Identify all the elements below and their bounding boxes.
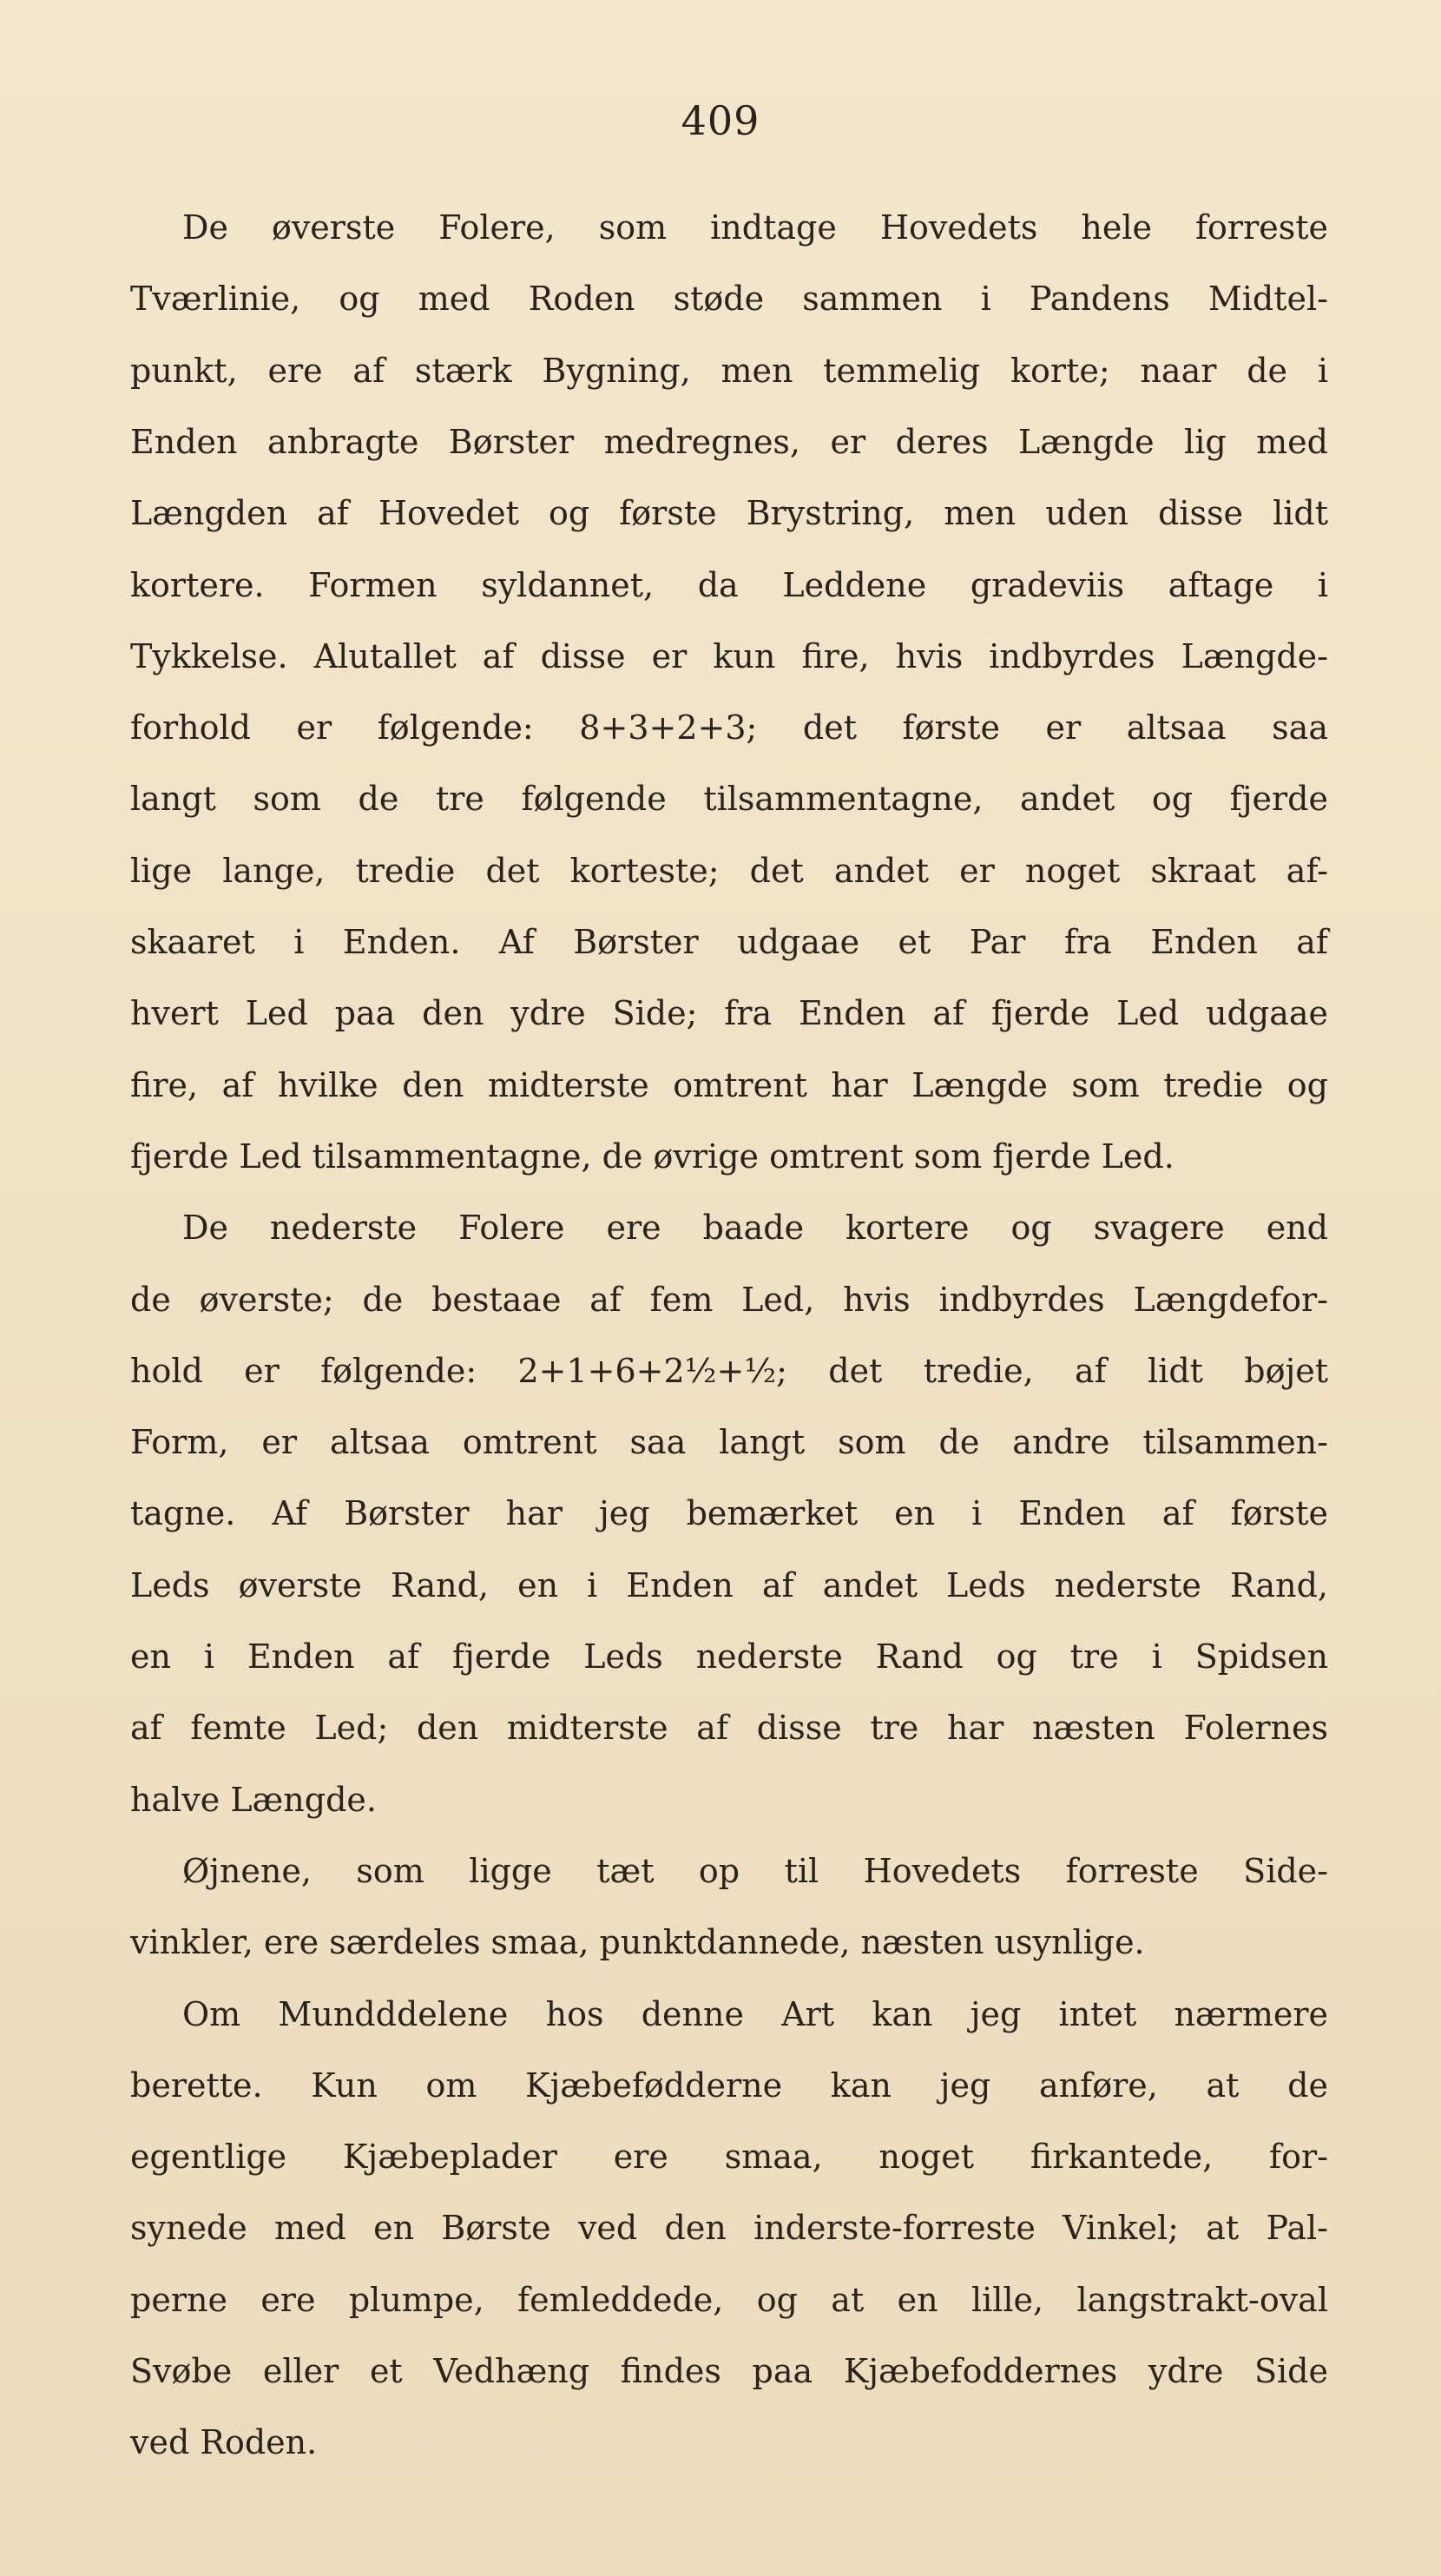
text-line: punkt, ere af stærk Bygning, men temmelig korte; naar de i bbox=[130, 351, 1328, 390]
text-line: Enden anbragte Børster medregnes, er deres Længde lig med bbox=[130, 422, 1328, 461]
text-line: Om Mundddelene hos denne Art kan jeg intet nærmere bbox=[182, 1994, 1328, 2033]
text-line: Tykkelse. Alutallet af disse er kun fire, hvis indbyrdes Længde- bbox=[130, 636, 1328, 675]
text-line: fire, af hvilke den midterste omtrent har Længde som tredie og bbox=[130, 1065, 1328, 1104]
text-line: De øverste Folere, som indtage Hovedets hele forreste bbox=[182, 208, 1328, 247]
text-line: Form, er altsaa omtrent saa langt som de andre tilsammen- bbox=[130, 1423, 1328, 1462]
text-line: fjerde Led tilsammentagne, de øvrige omtrent som fjerde Led. bbox=[130, 1136, 1175, 1176]
text-line: af femte Led; den midterste af disse tre har næsten Folernes bbox=[130, 1709, 1328, 1748]
text-line: egentlige Kjæbeplader ere smaa, noget firkantede, for- bbox=[130, 2138, 1328, 2177]
page-number: 409 bbox=[681, 97, 760, 144]
text-line: ved Roden. bbox=[130, 2423, 318, 2462]
text-line: lige lange, tredie det korteste; det andet er noget skraat af- bbox=[130, 851, 1328, 890]
text-line: Øjnene, som ligge tæt op til Hovedets forreste Side- bbox=[182, 1851, 1328, 1890]
text-line: Leds øverste Rand, en i Enden af andet Leds nederste Rand, bbox=[130, 1565, 1328, 1604]
text-line: Svøbe eller et Vedhæng findes paa Kjæbefoddernes ydre Side bbox=[130, 2352, 1328, 2390]
text-line: synede med en Børste ved den inderste-forreste Vinkel; at Pal- bbox=[130, 2209, 1328, 2248]
text-line: hvert Led paa den ydre Side; fra Enden af fjerde Led udgaae bbox=[130, 994, 1328, 1033]
text-line: halve Længde. bbox=[130, 1780, 377, 1819]
text-line: en i Enden af fjerde Leds nederste Rand og tre i Spidsen bbox=[130, 1637, 1328, 1676]
text-line: vinkler, ere særdeles smaa, punktdannede, næsten usynlige. bbox=[130, 1923, 1145, 1962]
text-line: berette. Kun om Kjæbefødderne kan jeg anføre, at de bbox=[130, 2065, 1328, 2105]
text-line: de øverste; de bestaae af fem Led, hvis indbyrdes Længdefor- bbox=[130, 1280, 1328, 1319]
text-line: langt som de tre følgende tilsammentagne, andet og fjerde bbox=[130, 780, 1328, 819]
text-line: Tværlinie, og med Roden støde sammen i Pandens Midtel- bbox=[130, 280, 1328, 319]
text-line: tagne. Af Børster har jeg bemærket en i Enden af første bbox=[130, 1494, 1328, 1533]
text-line: Længden af Hovedet og første Brystring, men uden disse lidt bbox=[130, 494, 1328, 533]
text-line: kortere. Formen syldannet, da Leddene gradeviis aftage i bbox=[130, 565, 1328, 604]
text-line: De nederste Folere ere baade kortere og svagere end bbox=[182, 1209, 1328, 1248]
text-line: forhold er følgende: 8+3+2+3; det første er altsaa saa bbox=[130, 708, 1328, 748]
text-line: hold er følgende: 2+1+6+2½+½; det tredie, af lidt bøjet bbox=[130, 1351, 1328, 1390]
text-line: perne ere plumpe, femleddede, og at en lille, langstrakt-oval bbox=[130, 2280, 1328, 2319]
text-line: skaaret i Enden. Af Børster udgaae et Par fra Enden af bbox=[130, 923, 1328, 961]
